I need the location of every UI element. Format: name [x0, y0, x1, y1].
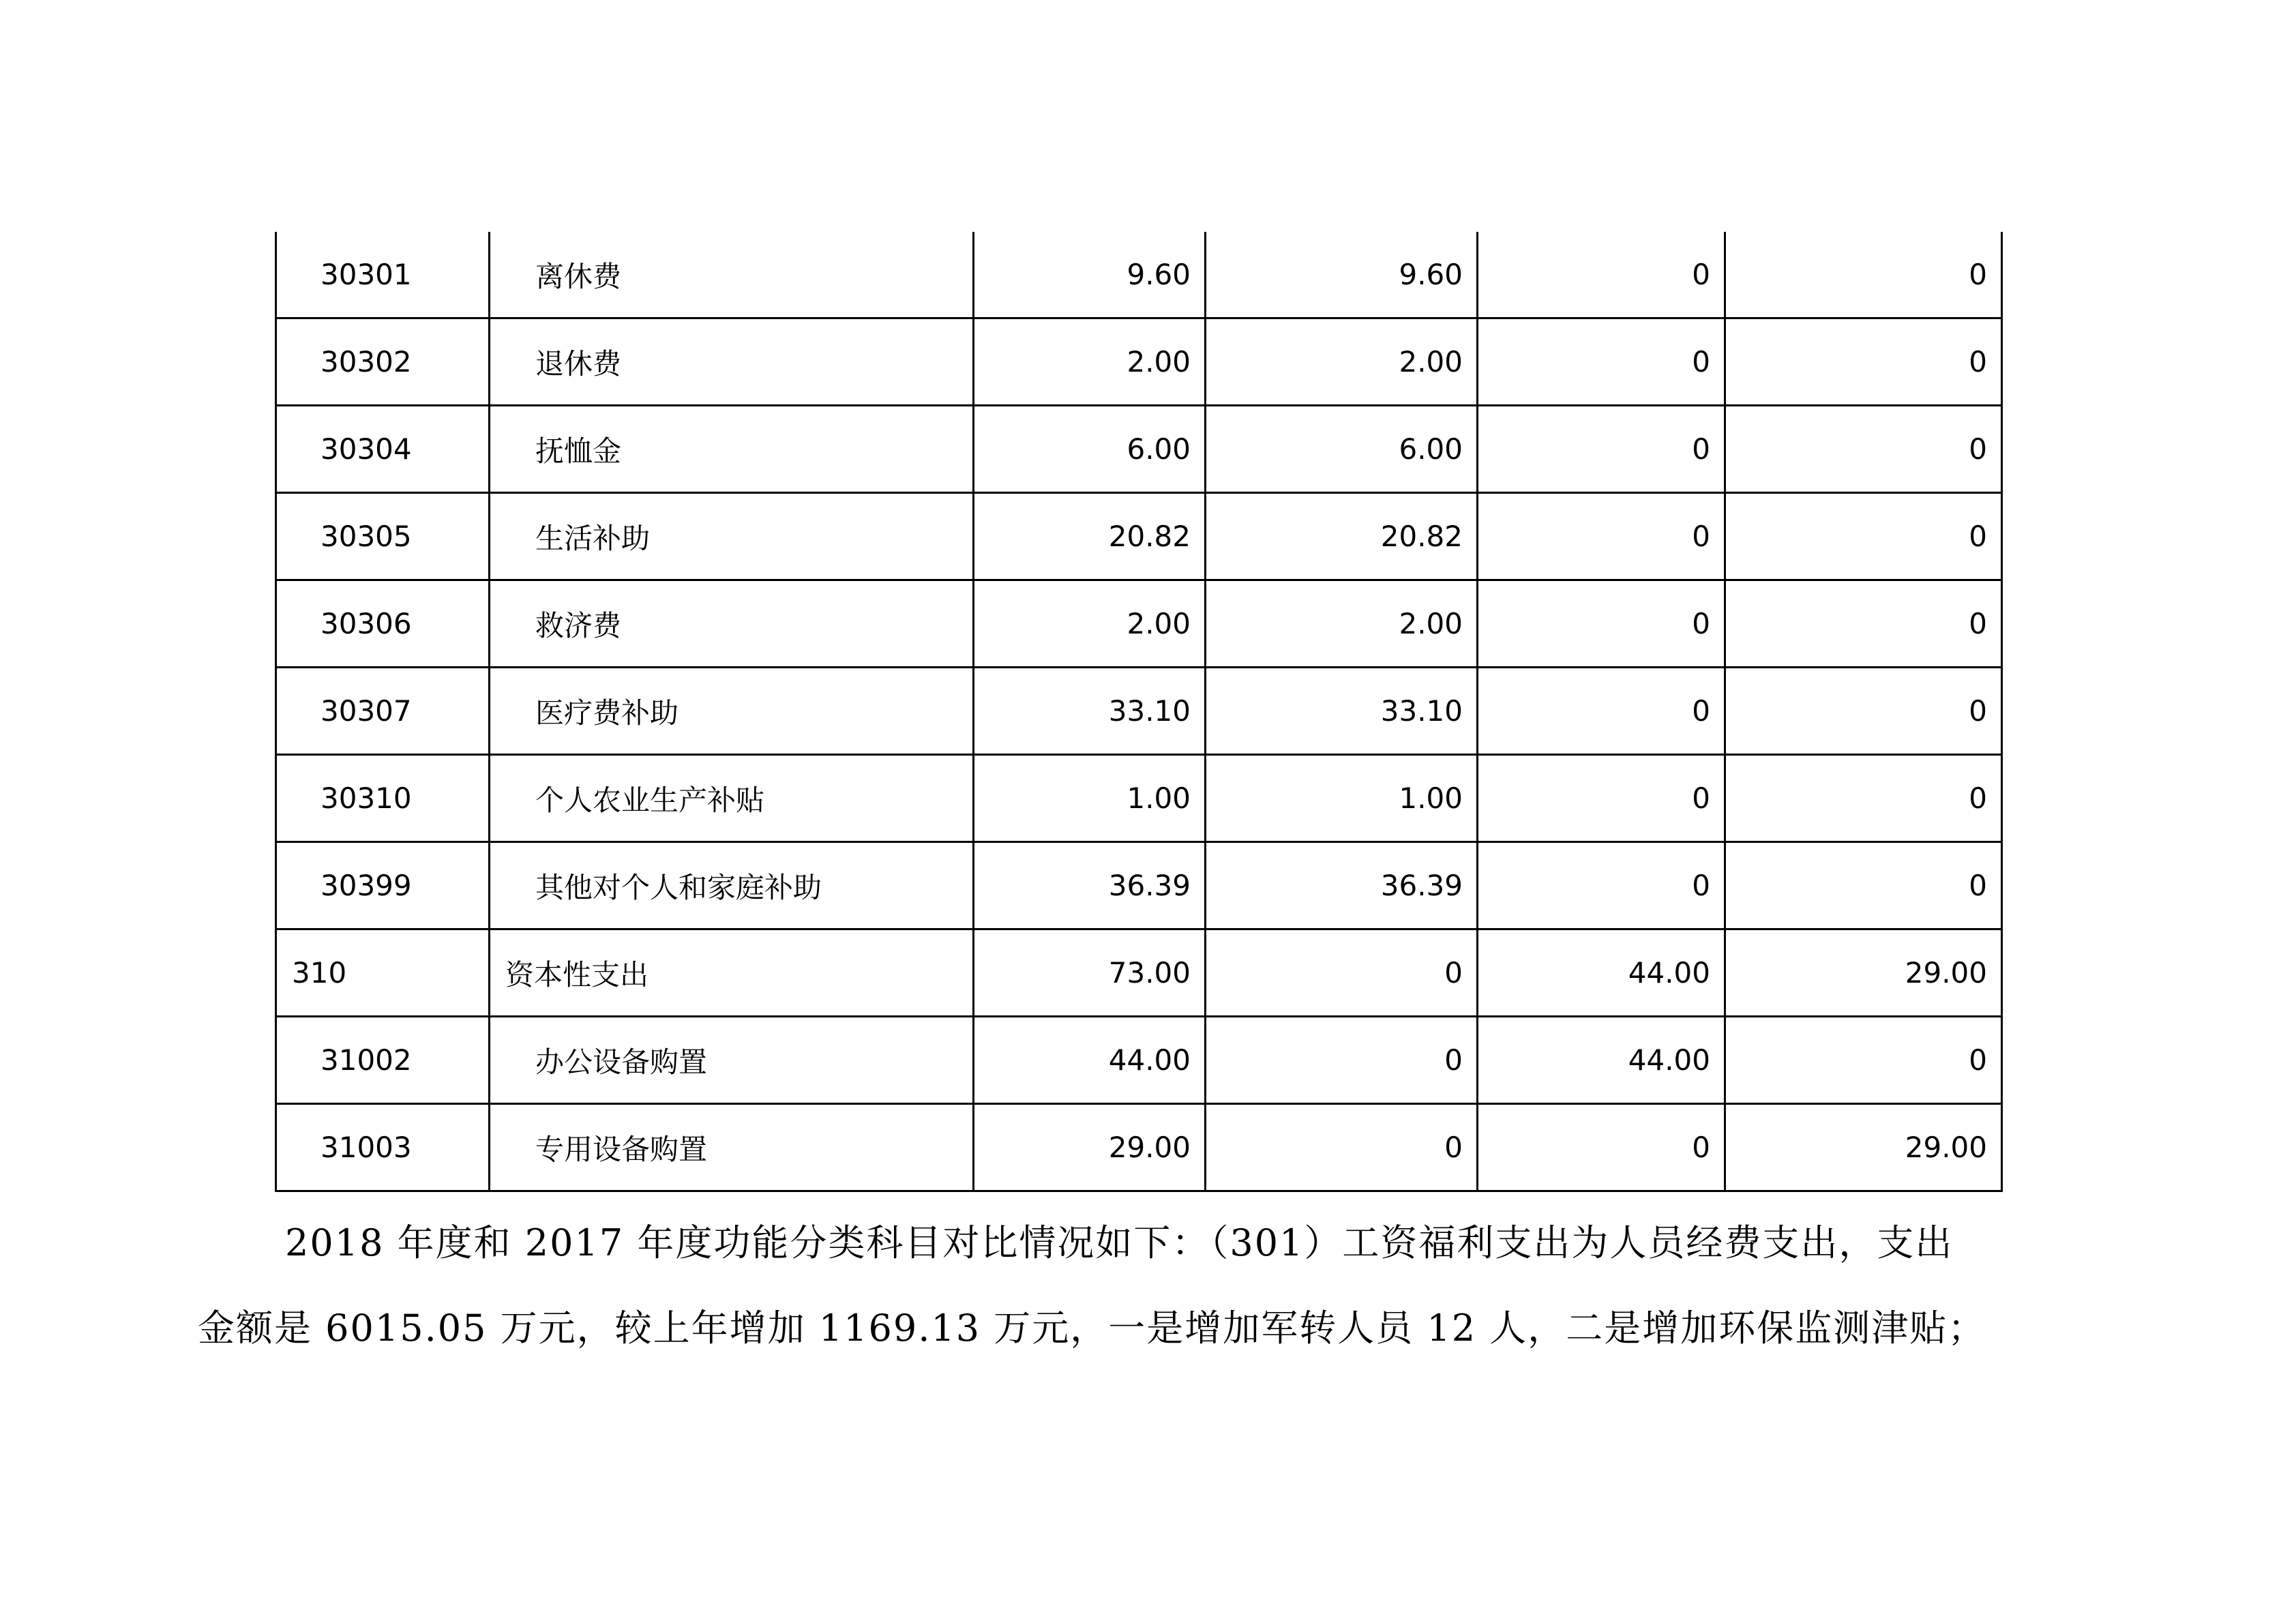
row-value-1: 44.00 [974, 1017, 1206, 1104]
table-row [276, 406, 2002, 493]
row-value-1: 2.00 [974, 580, 1206, 668]
row-value-1: 73.00 [974, 929, 1206, 1017]
row-code: 30399 [276, 842, 490, 929]
paragraph-line-2: 金额是 6015.05 万元，较上年增加 1169.13 万元，一是增加军转人员 12 人，二是增加环保监测津贴； [198, 1307, 1986, 1350]
expenditure-table [275, 232, 2003, 1192]
row-value-4: 0 [1725, 580, 2002, 668]
row-code: 30302 [276, 318, 490, 406]
row-value-3: 0 [1478, 318, 1725, 406]
row-value-3: 0 [1478, 232, 1725, 318]
table-row [276, 1104, 2002, 1191]
row-name: 医疗费补助 [490, 668, 974, 755]
row-value-2: 0 [1206, 929, 1478, 1017]
row-value-3: 0 [1478, 842, 1725, 929]
table-row [276, 842, 2002, 929]
row-code: 310 [276, 929, 490, 1017]
row-value-3: 0 [1478, 755, 1725, 842]
row-value-4: 0 [1725, 842, 2002, 929]
row-code: 30310 [276, 755, 490, 842]
row-value-4: 29.00 [1725, 929, 2002, 1017]
row-value-4: 0 [1725, 232, 2002, 318]
table-row [276, 755, 2002, 842]
paragraph-line-1: 2018 年度和 2017 年度功能分类科目对比情况如下：（301）工资福利支出为人员经费支出，支出 [285, 1221, 1954, 1264]
row-value-4: 0 [1725, 493, 2002, 580]
row-value-1: 6.00 [974, 406, 1206, 493]
row-value-3: 0 [1478, 1104, 1725, 1191]
row-code: 30301 [276, 232, 490, 318]
table-row [276, 580, 2002, 668]
table-row-parent [276, 929, 2002, 1017]
row-value-1: 29.00 [974, 1104, 1206, 1191]
row-value-4: 0 [1725, 318, 2002, 406]
row-value-4: 0 [1725, 755, 2002, 842]
row-value-2: 20.82 [1206, 493, 1478, 580]
row-name: 办公设备购置 [490, 1017, 974, 1104]
row-name: 生活补助 [490, 493, 974, 580]
row-value-1: 9.60 [974, 232, 1206, 318]
row-value-2: 36.39 [1206, 842, 1478, 929]
row-value-2: 9.60 [1206, 232, 1478, 318]
row-name: 个人农业生产补贴 [490, 755, 974, 842]
row-code: 30307 [276, 668, 490, 755]
row-name: 资本性支出 [490, 929, 974, 1017]
row-value-2: 1.00 [1206, 755, 1478, 842]
row-value-2: 2.00 [1206, 580, 1478, 668]
row-value-3: 44.00 [1478, 1017, 1725, 1104]
row-value-3: 0 [1478, 668, 1725, 755]
row-value-3: 44.00 [1478, 929, 1725, 1017]
table-row [276, 1017, 2002, 1104]
row-value-1: 1.00 [974, 755, 1206, 842]
row-value-1: 33.10 [974, 668, 1206, 755]
table-row [276, 232, 2002, 318]
row-value-2: 2.00 [1206, 318, 1478, 406]
row-value-4: 29.00 [1725, 1104, 2002, 1191]
row-value-3: 0 [1478, 406, 1725, 493]
table-row [276, 668, 2002, 755]
row-value-2: 0 [1206, 1017, 1478, 1104]
row-code: 31003 [276, 1104, 490, 1191]
row-value-1: 36.39 [974, 842, 1206, 929]
row-code: 31002 [276, 1017, 490, 1104]
row-name: 离休费 [490, 232, 974, 318]
row-value-3: 0 [1478, 493, 1725, 580]
row-value-1: 20.82 [974, 493, 1206, 580]
row-name: 救济费 [490, 580, 974, 668]
row-code: 30304 [276, 406, 490, 493]
table-row [276, 318, 2002, 406]
row-value-2: 6.00 [1206, 406, 1478, 493]
row-name: 其他对个人和家庭补助 [490, 842, 974, 929]
row-code: 30305 [276, 493, 490, 580]
row-code: 30306 [276, 580, 490, 668]
row-name: 抚恤金 [490, 406, 974, 493]
row-value-2: 33.10 [1206, 668, 1478, 755]
table-row [276, 493, 2002, 580]
row-value-4: 0 [1725, 406, 2002, 493]
row-value-1: 2.00 [974, 318, 1206, 406]
row-value-4: 0 [1725, 668, 2002, 755]
row-value-2: 0 [1206, 1104, 1478, 1191]
row-name: 专用设备购置 [490, 1104, 974, 1191]
row-value-3: 0 [1478, 580, 1725, 668]
row-name: 退休费 [490, 318, 974, 406]
row-value-4: 0 [1725, 1017, 2002, 1104]
